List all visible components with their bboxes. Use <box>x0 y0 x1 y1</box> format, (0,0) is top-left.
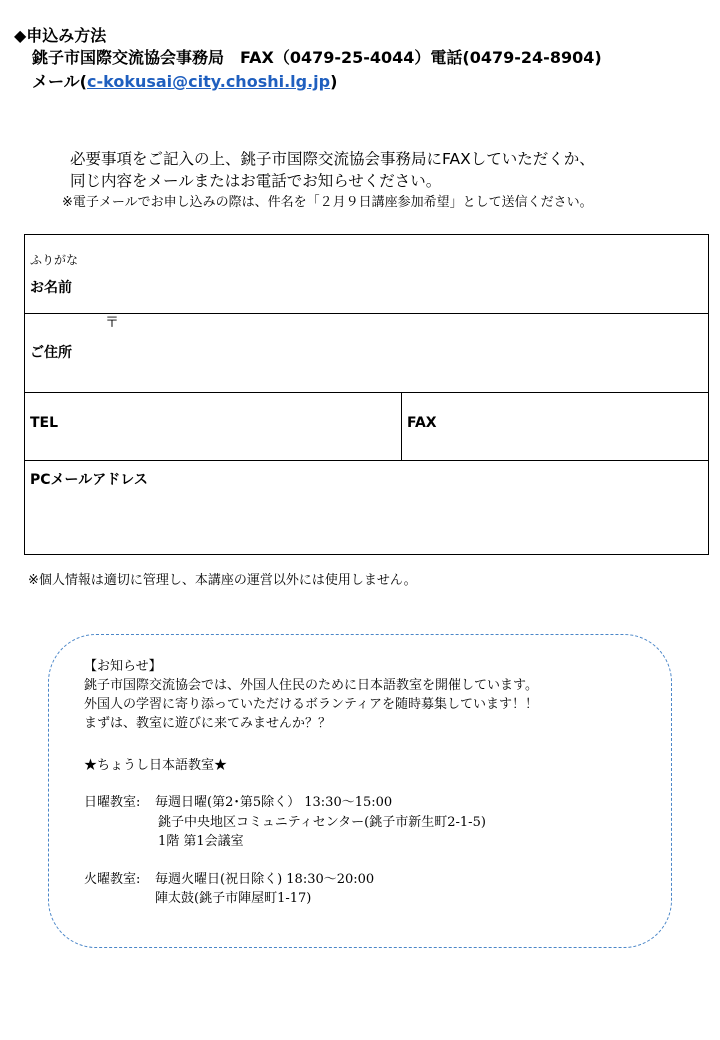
name-field[interactable] <box>25 235 709 314</box>
notice-line-3: まずは、教室に遊びに来てみませんか？？ <box>84 716 332 731</box>
tuesday-schedule: 毎週火曜日(祝日除く) 18:30～20:00 <box>155 872 375 887</box>
name-label: お名前 <box>30 280 72 296</box>
sunday-place: 銚子中央地区コミュニティセンター(銚子市新生町2-1-5) <box>158 815 486 830</box>
pc-mail-label: PCメールアドレス <box>30 472 148 488</box>
notice-line-2: 外国人の学習に寄り添っていただけるボランティアを随時募集しています！！ <box>84 697 538 712</box>
address-label: ご住所 <box>30 345 72 361</box>
email-subject-note: ※電子メールでお申し込みの際は、件名を「２月９日講座参加希望」として送信ください。 <box>62 195 593 210</box>
mail-line <box>32 72 337 92</box>
mail-suffix: ) <box>330 72 338 91</box>
furigana-label: ふりがな <box>30 253 79 267</box>
tuesday-class-label: 火曜教室: <box>84 872 141 887</box>
postal-mark: 〒 <box>105 315 119 331</box>
tuesday-place: 陣太鼓(銚子市陣屋町1-17) <box>155 891 312 906</box>
pc-mail-field[interactable] <box>25 461 709 555</box>
sunday-class-label: 日曜教室: <box>84 795 141 810</box>
sunday-room: 1階 第1会議室 <box>158 834 244 849</box>
privacy-note: ※個人情報は適切に管理し、本講座の運営以外には使用しません。 <box>28 573 417 588</box>
sunday-schedule: 毎週日曜(第2･第5除く） 13:30～15:00 <box>155 795 393 810</box>
contact-line: 銚子市国際交流協会事務局 FAX（0479-25-4044）電話(0479-24-8904) <box>32 48 602 67</box>
address-field[interactable] <box>25 314 709 393</box>
mail-address-link[interactable]: c-kokusai@city.choshi.lg.jp <box>87 72 331 91</box>
fax-label: FAX <box>407 415 437 431</box>
section-title: ◆申込み方法 <box>14 26 107 45</box>
class-title: ★ちょうし日本語教室★ <box>84 758 228 773</box>
tel-field[interactable] <box>25 393 402 461</box>
intro-line-1: 必要事項をご記入の上、銚子市国際交流協会事務局にFAXしていただくか、 <box>70 150 595 168</box>
notice-line-1: 銚子市国際交流協会では、外国人住民のために日本語教室を開催しています。 <box>84 678 538 693</box>
notice-heading: 【お知らせ】 <box>84 659 162 674</box>
application-form <box>24 234 709 555</box>
tel-label: TEL <box>30 415 59 431</box>
fax-field[interactable] <box>402 393 709 461</box>
intro-line-2: 同じ内容をメールまたはお電話でお知らせください。 <box>70 172 442 190</box>
mail-prefix: メール( <box>32 72 87 91</box>
